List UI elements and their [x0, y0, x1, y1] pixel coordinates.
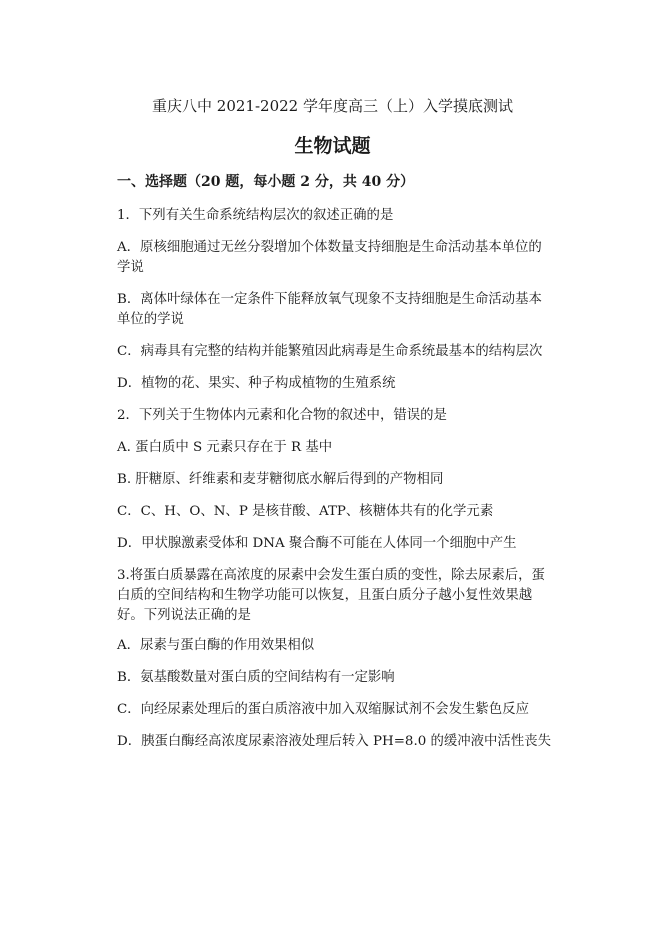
option-a: A．原核细胞通过无丝分裂增加个体数量支持细胞是生命活动基本单位的学说: [117, 240, 542, 275]
question-3: [117, 566, 555, 752]
question-stem: 3.将蛋白质暴露在高浓度的尿素中会发生蛋白质的变性，除去尿素后，蛋白质的空间结构和生物学功能可以恢复，且蛋白质分子越小复性效果越好。下列说法正确的是: [117, 568, 545, 623]
option-b: B．离体叶绿体在一定条件下能释放氧气现象不支持细胞是生命活动基本单位的学说: [117, 292, 542, 327]
question-1: [117, 206, 555, 394]
option-d: D．植物的花、果实、种子构成植物的生殖系统: [117, 376, 396, 391]
question-stem: 2．下列关于生物体内元素和化合物的叙述中，错误的是: [117, 408, 447, 423]
option-c: C．C、H、O、N、P 是核苷酸、ATP、核糖体共有的化学元素: [117, 504, 494, 519]
option-b: B．氨基酸数量对蛋白质的空间结构有一定影响: [117, 670, 395, 685]
option-d: D．胰蛋白酶经高浓度尿素溶液处理后转入 PH=8.0 的缓冲液中活性丧失: [117, 734, 551, 749]
option-a: A．尿素与蛋白酶的作用效果相似: [117, 638, 315, 653]
question-2: [117, 406, 555, 554]
exam-content: [0, 172, 665, 752]
option-c: C．病毒具有完整的结构并能繁殖因此病毒是生命系统最基本的结构层次: [117, 344, 543, 359]
question-stem: 1．下列有关生命系统结构层次的叙述正确的是: [117, 208, 394, 223]
option-b: B. 肝糖原、纤维素和麦芽糖彻底水解后得到的产物相同: [117, 472, 444, 487]
option-c: C．向经尿素处理后的蛋白质溶液中加入双缩脲试剂不会发生紫色反应: [117, 702, 529, 717]
option-a: A. 蛋白质中 S 元素只存在于 R 基中: [117, 440, 333, 455]
subject-title: 生物试题: [294, 135, 371, 157]
exam-title: 重庆八中 2021-2022 学年度高三（上）入学摸底测试: [152, 97, 513, 115]
section-title: 一、选择题（20 题，每小题 2 分，共 40 分）: [117, 174, 415, 190]
option-d: D．甲状腺激素受体和 DNA 聚合酶不可能在人体同一个细胞中产生: [117, 536, 517, 551]
